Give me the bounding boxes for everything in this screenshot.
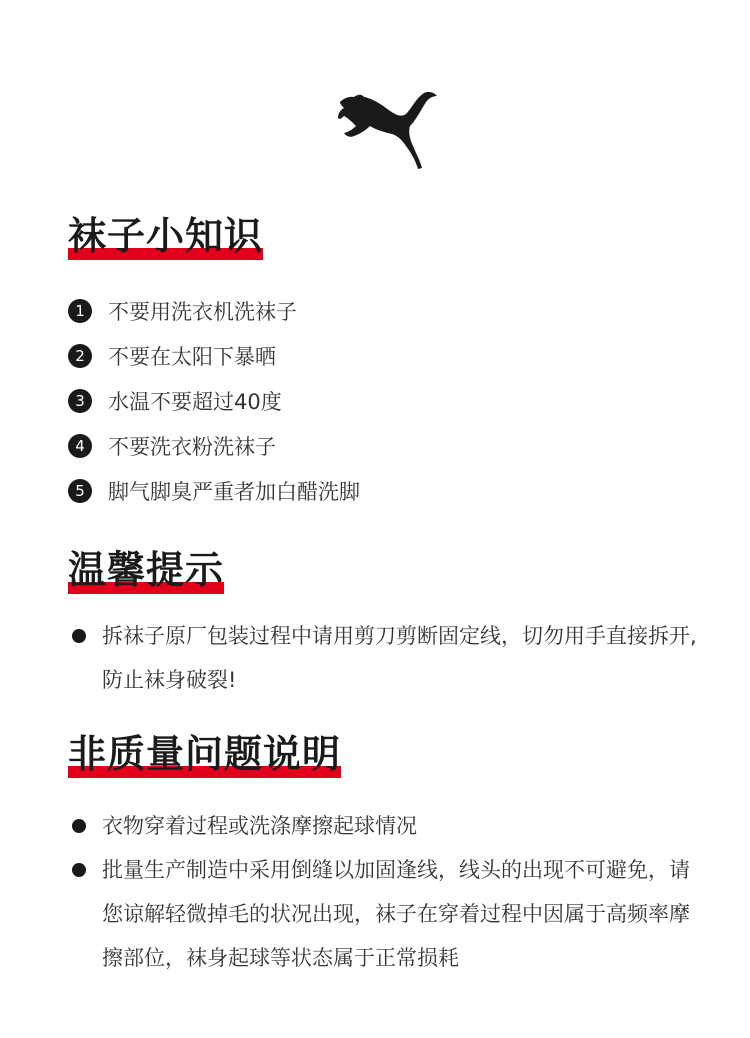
list-item: [68, 333, 360, 378]
warm-tips-list: [72, 614, 702, 702]
list-item: [72, 614, 702, 702]
list-item-text: 不要在太阳下暴晒: [108, 344, 276, 369]
number-badge: 2: [68, 344, 92, 368]
list-item: [68, 423, 360, 468]
non-quality-heading: 非质量问题说明: [68, 732, 342, 776]
sock-tips-list: [68, 288, 360, 513]
number-badge: 1: [68, 299, 92, 323]
list-item: [72, 848, 702, 980]
list-item: [72, 804, 702, 848]
number-badge: 4: [68, 434, 92, 458]
bullet-icon: [72, 629, 86, 643]
list-item: [68, 288, 360, 333]
list-item-text: 不要洗衣粉洗袜子: [108, 434, 276, 459]
sock-tips-heading: 袜子小知识: [68, 214, 264, 258]
list-item-text: 水温不要超过40度: [108, 389, 282, 414]
list-item-text: 不要用洗衣机洗袜子: [108, 299, 297, 324]
list-item-text: 批量生产制造中采用倒缝以加固逢线，线头的出现不可避免，请您谅解轻微掉毛的状况出现，袜子在穿着过程中因属于高频率摩擦部位，袜身起球等状态属于正常损耗: [102, 858, 690, 970]
bullet-icon: [72, 819, 86, 833]
bullet-icon: [72, 863, 86, 877]
number-badge: 3: [68, 389, 92, 413]
number-badge: 5: [68, 479, 92, 503]
warm-tips-heading: 温馨提示: [68, 548, 225, 592]
puma-cat-icon: [336, 88, 440, 172]
list-item: [68, 468, 360, 513]
list-item-text: 衣物穿着过程或洗涤摩擦起球情况: [102, 814, 417, 838]
list-item-text: 脚气脚臭严重者加白醋洗脚: [108, 479, 360, 504]
list-item-text: 拆袜子原厂包装过程中请用剪刀剪断固定线，切勿用手直接拆开,防止袜身破裂!: [102, 624, 697, 692]
list-item: [68, 378, 360, 423]
non-quality-list: [72, 804, 702, 980]
